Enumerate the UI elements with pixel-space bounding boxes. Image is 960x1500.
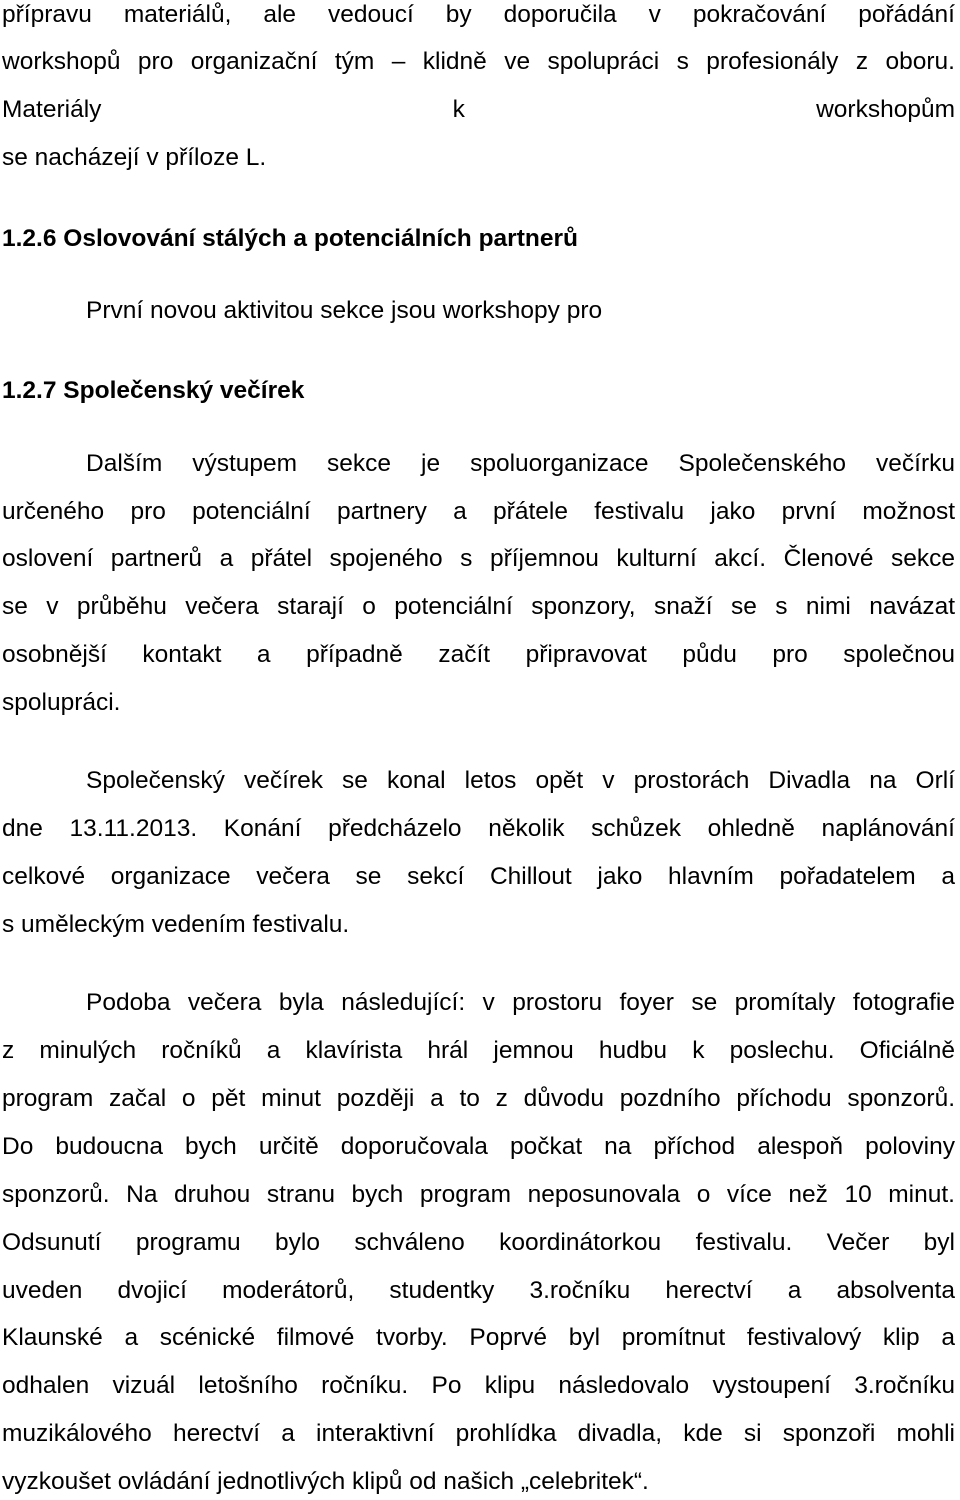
paragraph-line: vyzkoušet ovládání jednotlivých klipů od našich „celebritek“. — [2, 1468, 649, 1495]
paragraph-line: muzikálového herectví a interaktivní prohlídka divadla, kde si sponzoři mohli — [2, 1420, 955, 1447]
paragraph-line: Do budoucna bych určitě doporučovala počkat na příchod alespoň poloviny — [2, 1133, 955, 1160]
paragraph-line: program začal o pět minut později a to z důvodu pozdního příchodu sponzorů. — [2, 1085, 955, 1112]
paragraph-line: se v průběhu večera starají o potenciální sponzory, snaží se s nimi navázat — [2, 593, 955, 620]
paragraph-line: s uměleckým vedením festivalu. — [2, 911, 350, 938]
paragraph-line: dne 13.11.2013. Konání předcházelo několik schůzek ohledně naplánování — [2, 815, 955, 842]
paragraph-line: určeného pro potenciální partnery a přátele festivalu jako první možnost — [2, 498, 955, 525]
paragraph-line: Dalším výstupem sekce je spoluorganizace Společenského večírku — [86, 450, 955, 477]
paragraph-line: se nacházejí v příloze L. — [2, 144, 267, 171]
paragraph-line: První novou aktivitou sekce jsou workshopy pro — [86, 297, 603, 324]
paragraph-line: oslovení partnerů a přátel spojeného s příjemnou kulturní akcí. Členové sekce — [2, 545, 955, 572]
paragraph-line: Odsunutí programu bylo schváleno koordinátorkou festivalu. Večer byl — [2, 1229, 955, 1256]
paragraph-line: přípravu materiálů, ale vedoucí by doporučila v pokračování pořádání — [2, 1, 955, 28]
paragraph-line: uveden dvojicí moderátorů, studentky 3.ročníku herectví a absolventa — [2, 1277, 955, 1304]
paragraph-line: workshopů pro organizační tým – klidně ve spolupráci s profesionály z oboru. — [2, 48, 955, 75]
paragraph-line: spolupráci. — [2, 689, 121, 716]
paragraph-line: osobnější kontakt a případně začít připravovat půdu pro společnou — [2, 641, 955, 668]
paragraph-line: Klaunské a scénické filmové tvorby. Poprvé byl promítnut festivalový klip a — [2, 1324, 955, 1351]
paragraph-line: Materiály k workshopům — [2, 96, 955, 123]
paragraph-line: celkové organizace večera se sekcí Chillout jako hlavním pořadatelem a — [2, 863, 955, 890]
section-heading: 1.2.6 Oslovování stálých a potenciálních partnerů — [2, 225, 578, 252]
paragraph-line: Podoba večera byla následující: v prostoru foyer se promítaly fotografie — [86, 989, 955, 1016]
paragraph-line: z minulých ročníků a klavírista hrál jemnou hudbu k poslechu. Oficiálně — [2, 1037, 955, 1064]
section-heading: 1.2.7 Společenský večírek — [2, 377, 305, 404]
paragraph-line: sponzorů. Na druhou stranu bych program neposunovala o více než 10 minut. — [2, 1181, 955, 1208]
paragraph-line: odhalen vizuál letošního ročníku. Po klipu následovalo vystoupení 3.ročníku — [2, 1372, 955, 1399]
paragraph-line: Společenský večírek se konal letos opět v prostorách Divadla na Orlí — [86, 767, 955, 794]
